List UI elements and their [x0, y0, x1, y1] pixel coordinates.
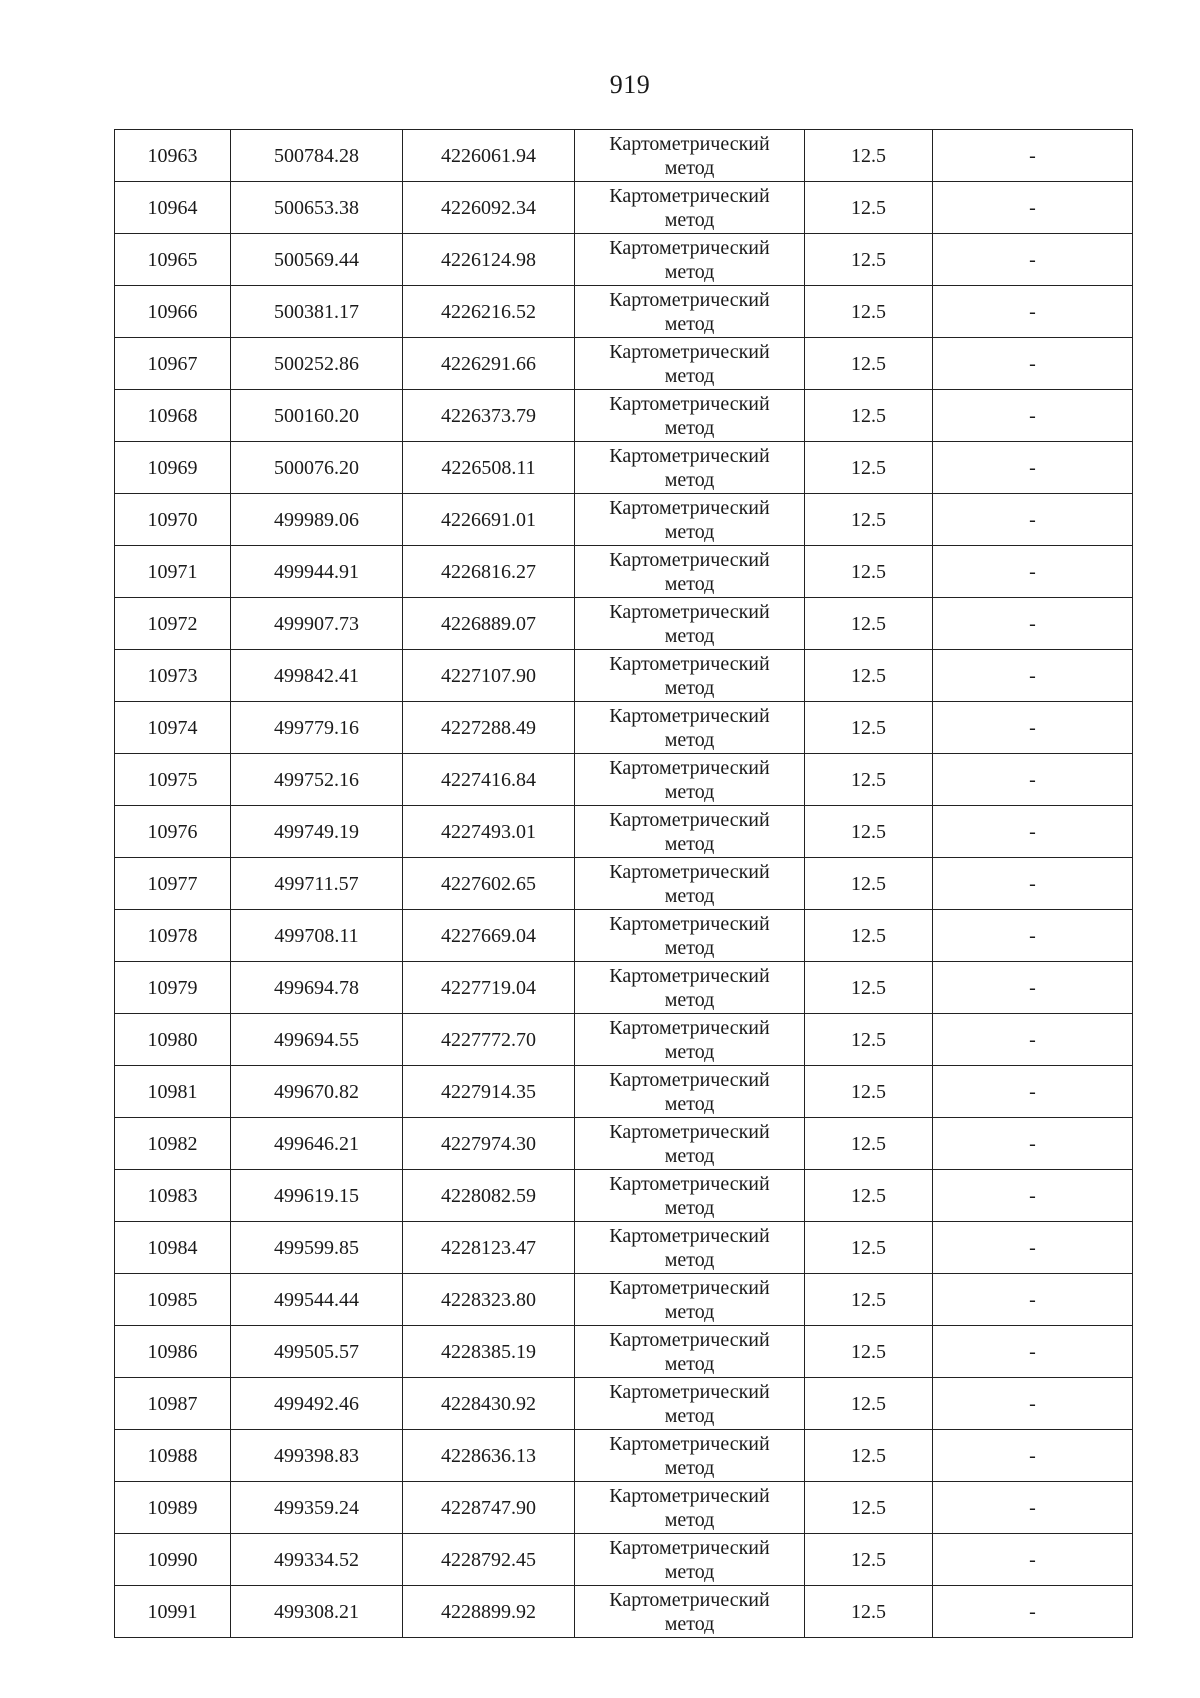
table-row — [115, 546, 1133, 598]
table-row — [115, 1118, 1133, 1170]
method-line-2: метод — [664, 624, 715, 647]
x-coordinate-cell: 500784.28 — [231, 130, 403, 182]
note-cell: - — [933, 1534, 1133, 1586]
note-cell: - — [933, 1378, 1133, 1430]
y-coordinate-cell: 4227288.49 — [403, 702, 575, 754]
method-cell — [575, 1482, 805, 1534]
precision-cell: 12.5 — [805, 1586, 933, 1638]
note-cell: - — [933, 650, 1133, 702]
method-line-1: Картометрический — [609, 288, 770, 311]
method-line-2: метод — [664, 364, 715, 387]
precision-cell: 12.5 — [805, 1066, 933, 1118]
method-cell — [575, 1014, 805, 1066]
point-number-cell: 10973 — [115, 650, 231, 702]
note-cell: - — [933, 182, 1133, 234]
method-line-2: метод — [664, 1248, 715, 1271]
method-line-1: Картометрический — [609, 808, 770, 831]
method-cell — [575, 1326, 805, 1378]
note-cell: - — [933, 1222, 1133, 1274]
method-line-1: Картометрический — [609, 756, 770, 779]
precision-cell: 12.5 — [805, 390, 933, 442]
table-row — [115, 1378, 1133, 1430]
method-cell — [575, 546, 805, 598]
method-line-1: Картометрический — [609, 652, 770, 675]
method-cell — [575, 962, 805, 1014]
method-line-1: Картометрический — [609, 1484, 770, 1507]
precision-cell: 12.5 — [805, 1378, 933, 1430]
precision-cell: 12.5 — [805, 962, 933, 1014]
x-coordinate-cell: 499842.41 — [231, 650, 403, 702]
precision-cell: 12.5 — [805, 182, 933, 234]
method-line-1: Картометрический — [609, 496, 770, 519]
x-coordinate-cell: 500252.86 — [231, 338, 403, 390]
table-row — [115, 962, 1133, 1014]
method-cell — [575, 910, 805, 962]
note-cell: - — [933, 806, 1133, 858]
method-cell — [575, 234, 805, 286]
point-number-cell: 10984 — [115, 1222, 231, 1274]
note-cell: - — [933, 130, 1133, 182]
precision-cell: 12.5 — [805, 286, 933, 338]
method-cell — [575, 1118, 805, 1170]
precision-cell: 12.5 — [805, 1222, 933, 1274]
method-cell — [575, 806, 805, 858]
method-line-1: Картометрический — [609, 704, 770, 727]
point-number-cell: 10980 — [115, 1014, 231, 1066]
note-cell: - — [933, 234, 1133, 286]
precision-cell: 12.5 — [805, 910, 933, 962]
method-line-2: метод — [664, 832, 715, 855]
method-cell — [575, 1274, 805, 1326]
method-cell — [575, 494, 805, 546]
precision-cell: 12.5 — [805, 494, 933, 546]
point-number-cell: 10986 — [115, 1326, 231, 1378]
method-cell — [575, 1378, 805, 1430]
note-cell: - — [933, 442, 1133, 494]
point-number-cell: 10979 — [115, 962, 231, 1014]
method-cell — [575, 1430, 805, 1482]
method-line-1: Картометрический — [609, 860, 770, 883]
method-line-2: метод — [664, 1612, 715, 1635]
method-line-1: Картометрический — [609, 548, 770, 571]
note-cell: - — [933, 1326, 1133, 1378]
y-coordinate-cell: 4228323.80 — [403, 1274, 575, 1326]
x-coordinate-cell: 499989.06 — [231, 494, 403, 546]
method-line-2: метод — [664, 156, 715, 179]
method-line-2: метод — [664, 936, 715, 959]
method-line-1: Картометрический — [609, 964, 770, 987]
y-coordinate-cell: 4227107.90 — [403, 650, 575, 702]
x-coordinate-cell: 499359.24 — [231, 1482, 403, 1534]
note-cell: - — [933, 338, 1133, 390]
page-number: 919 — [609, 70, 651, 99]
method-line-2: метод — [664, 1456, 715, 1479]
y-coordinate-cell: 4226691.01 — [403, 494, 575, 546]
method-cell — [575, 182, 805, 234]
table-row — [115, 390, 1133, 442]
y-coordinate-cell: 4226124.98 — [403, 234, 575, 286]
method-line-1: Картометрический — [609, 1588, 770, 1611]
method-line-2: метод — [664, 1404, 715, 1427]
precision-cell: 12.5 — [805, 1482, 933, 1534]
x-coordinate-cell: 499670.82 — [231, 1066, 403, 1118]
precision-cell: 12.5 — [805, 1170, 933, 1222]
precision-cell: 12.5 — [805, 702, 933, 754]
method-line-1: Картометрический — [609, 1276, 770, 1299]
method-line-1: Картометрический — [609, 1068, 770, 1091]
precision-cell: 12.5 — [805, 858, 933, 910]
table-row — [115, 1534, 1133, 1586]
table-row — [115, 1170, 1133, 1222]
x-coordinate-cell: 499334.52 — [231, 1534, 403, 1586]
method-cell — [575, 442, 805, 494]
coordinates-table — [114, 129, 1133, 1638]
method-line-1: Картометрический — [609, 1536, 770, 1559]
table-row — [115, 1482, 1133, 1534]
point-number-cell: 10989 — [115, 1482, 231, 1534]
precision-cell: 12.5 — [805, 1118, 933, 1170]
y-coordinate-cell: 4226092.34 — [403, 182, 575, 234]
table-row — [115, 130, 1133, 182]
point-number-cell: 10974 — [115, 702, 231, 754]
note-cell: - — [933, 1170, 1133, 1222]
point-number-cell: 10965 — [115, 234, 231, 286]
note-cell: - — [933, 962, 1133, 1014]
x-coordinate-cell: 499619.15 — [231, 1170, 403, 1222]
method-cell — [575, 1586, 805, 1638]
method-line-2: метод — [664, 1300, 715, 1323]
point-number-cell: 10976 — [115, 806, 231, 858]
y-coordinate-cell: 4228899.92 — [403, 1586, 575, 1638]
method-line-2: метод — [664, 780, 715, 803]
point-number-cell: 10966 — [115, 286, 231, 338]
method-line-2: метод — [664, 1040, 715, 1063]
method-line-2: метод — [664, 1560, 715, 1583]
x-coordinate-cell: 499646.21 — [231, 1118, 403, 1170]
method-cell — [575, 754, 805, 806]
method-line-2: метод — [664, 1352, 715, 1375]
y-coordinate-cell: 4228636.13 — [403, 1430, 575, 1482]
y-coordinate-cell: 4226889.07 — [403, 598, 575, 650]
x-coordinate-cell: 500160.20 — [231, 390, 403, 442]
table-row — [115, 1326, 1133, 1378]
y-coordinate-cell: 4226816.27 — [403, 546, 575, 598]
point-number-cell: 10977 — [115, 858, 231, 910]
point-number-cell: 10981 — [115, 1066, 231, 1118]
y-coordinate-cell: 4227416.84 — [403, 754, 575, 806]
method-line-1: Картометрический — [609, 1120, 770, 1143]
method-cell — [575, 650, 805, 702]
x-coordinate-cell: 499944.91 — [231, 546, 403, 598]
point-number-cell: 10988 — [115, 1430, 231, 1482]
method-line-2: метод — [664, 572, 715, 595]
y-coordinate-cell: 4227493.01 — [403, 806, 575, 858]
precision-cell: 12.5 — [805, 650, 933, 702]
note-cell: - — [933, 702, 1133, 754]
y-coordinate-cell: 4228082.59 — [403, 1170, 575, 1222]
method-line-2: метод — [664, 416, 715, 439]
point-number-cell: 10982 — [115, 1118, 231, 1170]
point-number-cell: 10970 — [115, 494, 231, 546]
note-cell: - — [933, 546, 1133, 598]
table-row — [115, 1014, 1133, 1066]
method-line-1: Картометрический — [609, 1224, 770, 1247]
table-row — [115, 858, 1133, 910]
point-number-cell: 10975 — [115, 754, 231, 806]
method-cell — [575, 1066, 805, 1118]
y-coordinate-cell: 4226291.66 — [403, 338, 575, 390]
y-coordinate-cell: 4228123.47 — [403, 1222, 575, 1274]
method-line-1: Картометрический — [609, 1328, 770, 1351]
method-line-2: метод — [664, 260, 715, 283]
method-line-2: метод — [664, 676, 715, 699]
precision-cell: 12.5 — [805, 1534, 933, 1586]
y-coordinate-cell: 4226061.94 — [403, 130, 575, 182]
table-row — [115, 806, 1133, 858]
x-coordinate-cell: 499599.85 — [231, 1222, 403, 1274]
point-number-cell: 10978 — [115, 910, 231, 962]
x-coordinate-cell: 499505.57 — [231, 1326, 403, 1378]
y-coordinate-cell: 4227974.30 — [403, 1118, 575, 1170]
note-cell: - — [933, 858, 1133, 910]
point-number-cell: 10963 — [115, 130, 231, 182]
precision-cell: 12.5 — [805, 1326, 933, 1378]
note-cell: - — [933, 754, 1133, 806]
y-coordinate-cell: 4228747.90 — [403, 1482, 575, 1534]
y-coordinate-cell: 4226216.52 — [403, 286, 575, 338]
precision-cell: 12.5 — [805, 442, 933, 494]
note-cell: - — [933, 1430, 1133, 1482]
note-cell: - — [933, 1014, 1133, 1066]
method-cell — [575, 702, 805, 754]
x-coordinate-cell: 500569.44 — [231, 234, 403, 286]
precision-cell: 12.5 — [805, 546, 933, 598]
precision-cell: 12.5 — [805, 130, 933, 182]
method-cell — [575, 1534, 805, 1586]
table-row — [115, 338, 1133, 390]
point-number-cell: 10972 — [115, 598, 231, 650]
table-row — [115, 910, 1133, 962]
method-line-1: Картометрический — [609, 444, 770, 467]
point-number-cell: 10971 — [115, 546, 231, 598]
method-line-2: метод — [664, 728, 715, 751]
x-coordinate-cell: 499711.57 — [231, 858, 403, 910]
y-coordinate-cell: 4227602.65 — [403, 858, 575, 910]
y-coordinate-cell: 4226508.11 — [403, 442, 575, 494]
method-line-1: Картометрический — [609, 184, 770, 207]
table-row — [115, 494, 1133, 546]
note-cell: - — [933, 390, 1133, 442]
note-cell: - — [933, 1066, 1133, 1118]
method-cell — [575, 390, 805, 442]
precision-cell: 12.5 — [805, 598, 933, 650]
point-number-cell: 10983 — [115, 1170, 231, 1222]
x-coordinate-cell: 499694.55 — [231, 1014, 403, 1066]
method-cell — [575, 1170, 805, 1222]
precision-cell: 12.5 — [805, 754, 933, 806]
method-cell — [575, 286, 805, 338]
method-cell — [575, 1222, 805, 1274]
method-cell — [575, 130, 805, 182]
x-coordinate-cell: 499749.19 — [231, 806, 403, 858]
method-line-1: Картометрический — [609, 912, 770, 935]
method-line-1: Картометрический — [609, 392, 770, 415]
x-coordinate-cell: 499398.83 — [231, 1430, 403, 1482]
note-cell: - — [933, 286, 1133, 338]
point-number-cell: 10991 — [115, 1586, 231, 1638]
x-coordinate-cell: 500076.20 — [231, 442, 403, 494]
point-number-cell: 10969 — [115, 442, 231, 494]
y-coordinate-cell: 4228792.45 — [403, 1534, 575, 1586]
note-cell: - — [933, 494, 1133, 546]
note-cell: - — [933, 1482, 1133, 1534]
point-number-cell: 10985 — [115, 1274, 231, 1326]
table-row — [115, 754, 1133, 806]
note-cell: - — [933, 910, 1133, 962]
precision-cell: 12.5 — [805, 1014, 933, 1066]
x-coordinate-cell: 500653.38 — [231, 182, 403, 234]
table-row — [115, 1222, 1133, 1274]
y-coordinate-cell: 4227719.04 — [403, 962, 575, 1014]
precision-cell: 12.5 — [805, 1274, 933, 1326]
x-coordinate-cell: 499308.21 — [231, 1586, 403, 1638]
x-coordinate-cell: 499907.73 — [231, 598, 403, 650]
point-number-cell: 10967 — [115, 338, 231, 390]
method-line-2: метод — [664, 1092, 715, 1115]
point-number-cell: 10987 — [115, 1378, 231, 1430]
method-line-2: метод — [664, 1196, 715, 1219]
table-row — [115, 598, 1133, 650]
x-coordinate-cell: 500381.17 — [231, 286, 403, 338]
y-coordinate-cell: 4227772.70 — [403, 1014, 575, 1066]
method-line-2: метод — [664, 1144, 715, 1167]
table-row — [115, 1586, 1133, 1638]
method-line-1: Картометрический — [609, 1172, 770, 1195]
table-row — [115, 234, 1133, 286]
method-line-1: Картометрический — [609, 1432, 770, 1455]
x-coordinate-cell: 499708.11 — [231, 910, 403, 962]
method-line-1: Картометрический — [609, 1016, 770, 1039]
x-coordinate-cell: 499752.16 — [231, 754, 403, 806]
y-coordinate-cell: 4228385.19 — [403, 1326, 575, 1378]
table-row — [115, 702, 1133, 754]
point-number-cell: 10990 — [115, 1534, 231, 1586]
x-coordinate-cell: 499779.16 — [231, 702, 403, 754]
table-row — [115, 1430, 1133, 1482]
method-line-1: Картометрический — [609, 236, 770, 259]
method-line-1: Картометрический — [609, 132, 770, 155]
table-row — [115, 442, 1133, 494]
precision-cell: 12.5 — [805, 1430, 933, 1482]
method-line-2: метод — [664, 520, 715, 543]
y-coordinate-cell: 4227669.04 — [403, 910, 575, 962]
table-row — [115, 1066, 1133, 1118]
y-coordinate-cell: 4227914.35 — [403, 1066, 575, 1118]
precision-cell: 12.5 — [805, 338, 933, 390]
note-cell: - — [933, 598, 1133, 650]
note-cell: - — [933, 1586, 1133, 1638]
method-line-1: Картометрический — [609, 340, 770, 363]
table-row — [115, 286, 1133, 338]
method-cell — [575, 598, 805, 650]
method-line-2: метод — [664, 884, 715, 907]
table-row — [115, 182, 1133, 234]
method-line-2: метод — [664, 208, 715, 231]
x-coordinate-cell: 499492.46 — [231, 1378, 403, 1430]
precision-cell: 12.5 — [805, 234, 933, 286]
note-cell: - — [933, 1118, 1133, 1170]
point-number-cell: 10964 — [115, 182, 231, 234]
method-line-2: метод — [664, 468, 715, 491]
method-line-2: метод — [664, 1508, 715, 1531]
point-number-cell: 10968 — [115, 390, 231, 442]
table-row — [115, 650, 1133, 702]
method-line-1: Картометрический — [609, 1380, 770, 1403]
method-line-2: метод — [664, 312, 715, 335]
x-coordinate-cell: 499694.78 — [231, 962, 403, 1014]
precision-cell: 12.5 — [805, 806, 933, 858]
y-coordinate-cell: 4226373.79 — [403, 390, 575, 442]
method-cell — [575, 338, 805, 390]
x-coordinate-cell: 499544.44 — [231, 1274, 403, 1326]
note-cell: - — [933, 1274, 1133, 1326]
y-coordinate-cell: 4228430.92 — [403, 1378, 575, 1430]
table-row — [115, 1274, 1133, 1326]
method-cell — [575, 858, 805, 910]
method-line-2: метод — [664, 988, 715, 1011]
method-line-1: Картометрический — [609, 600, 770, 623]
table-body — [115, 130, 1133, 1638]
